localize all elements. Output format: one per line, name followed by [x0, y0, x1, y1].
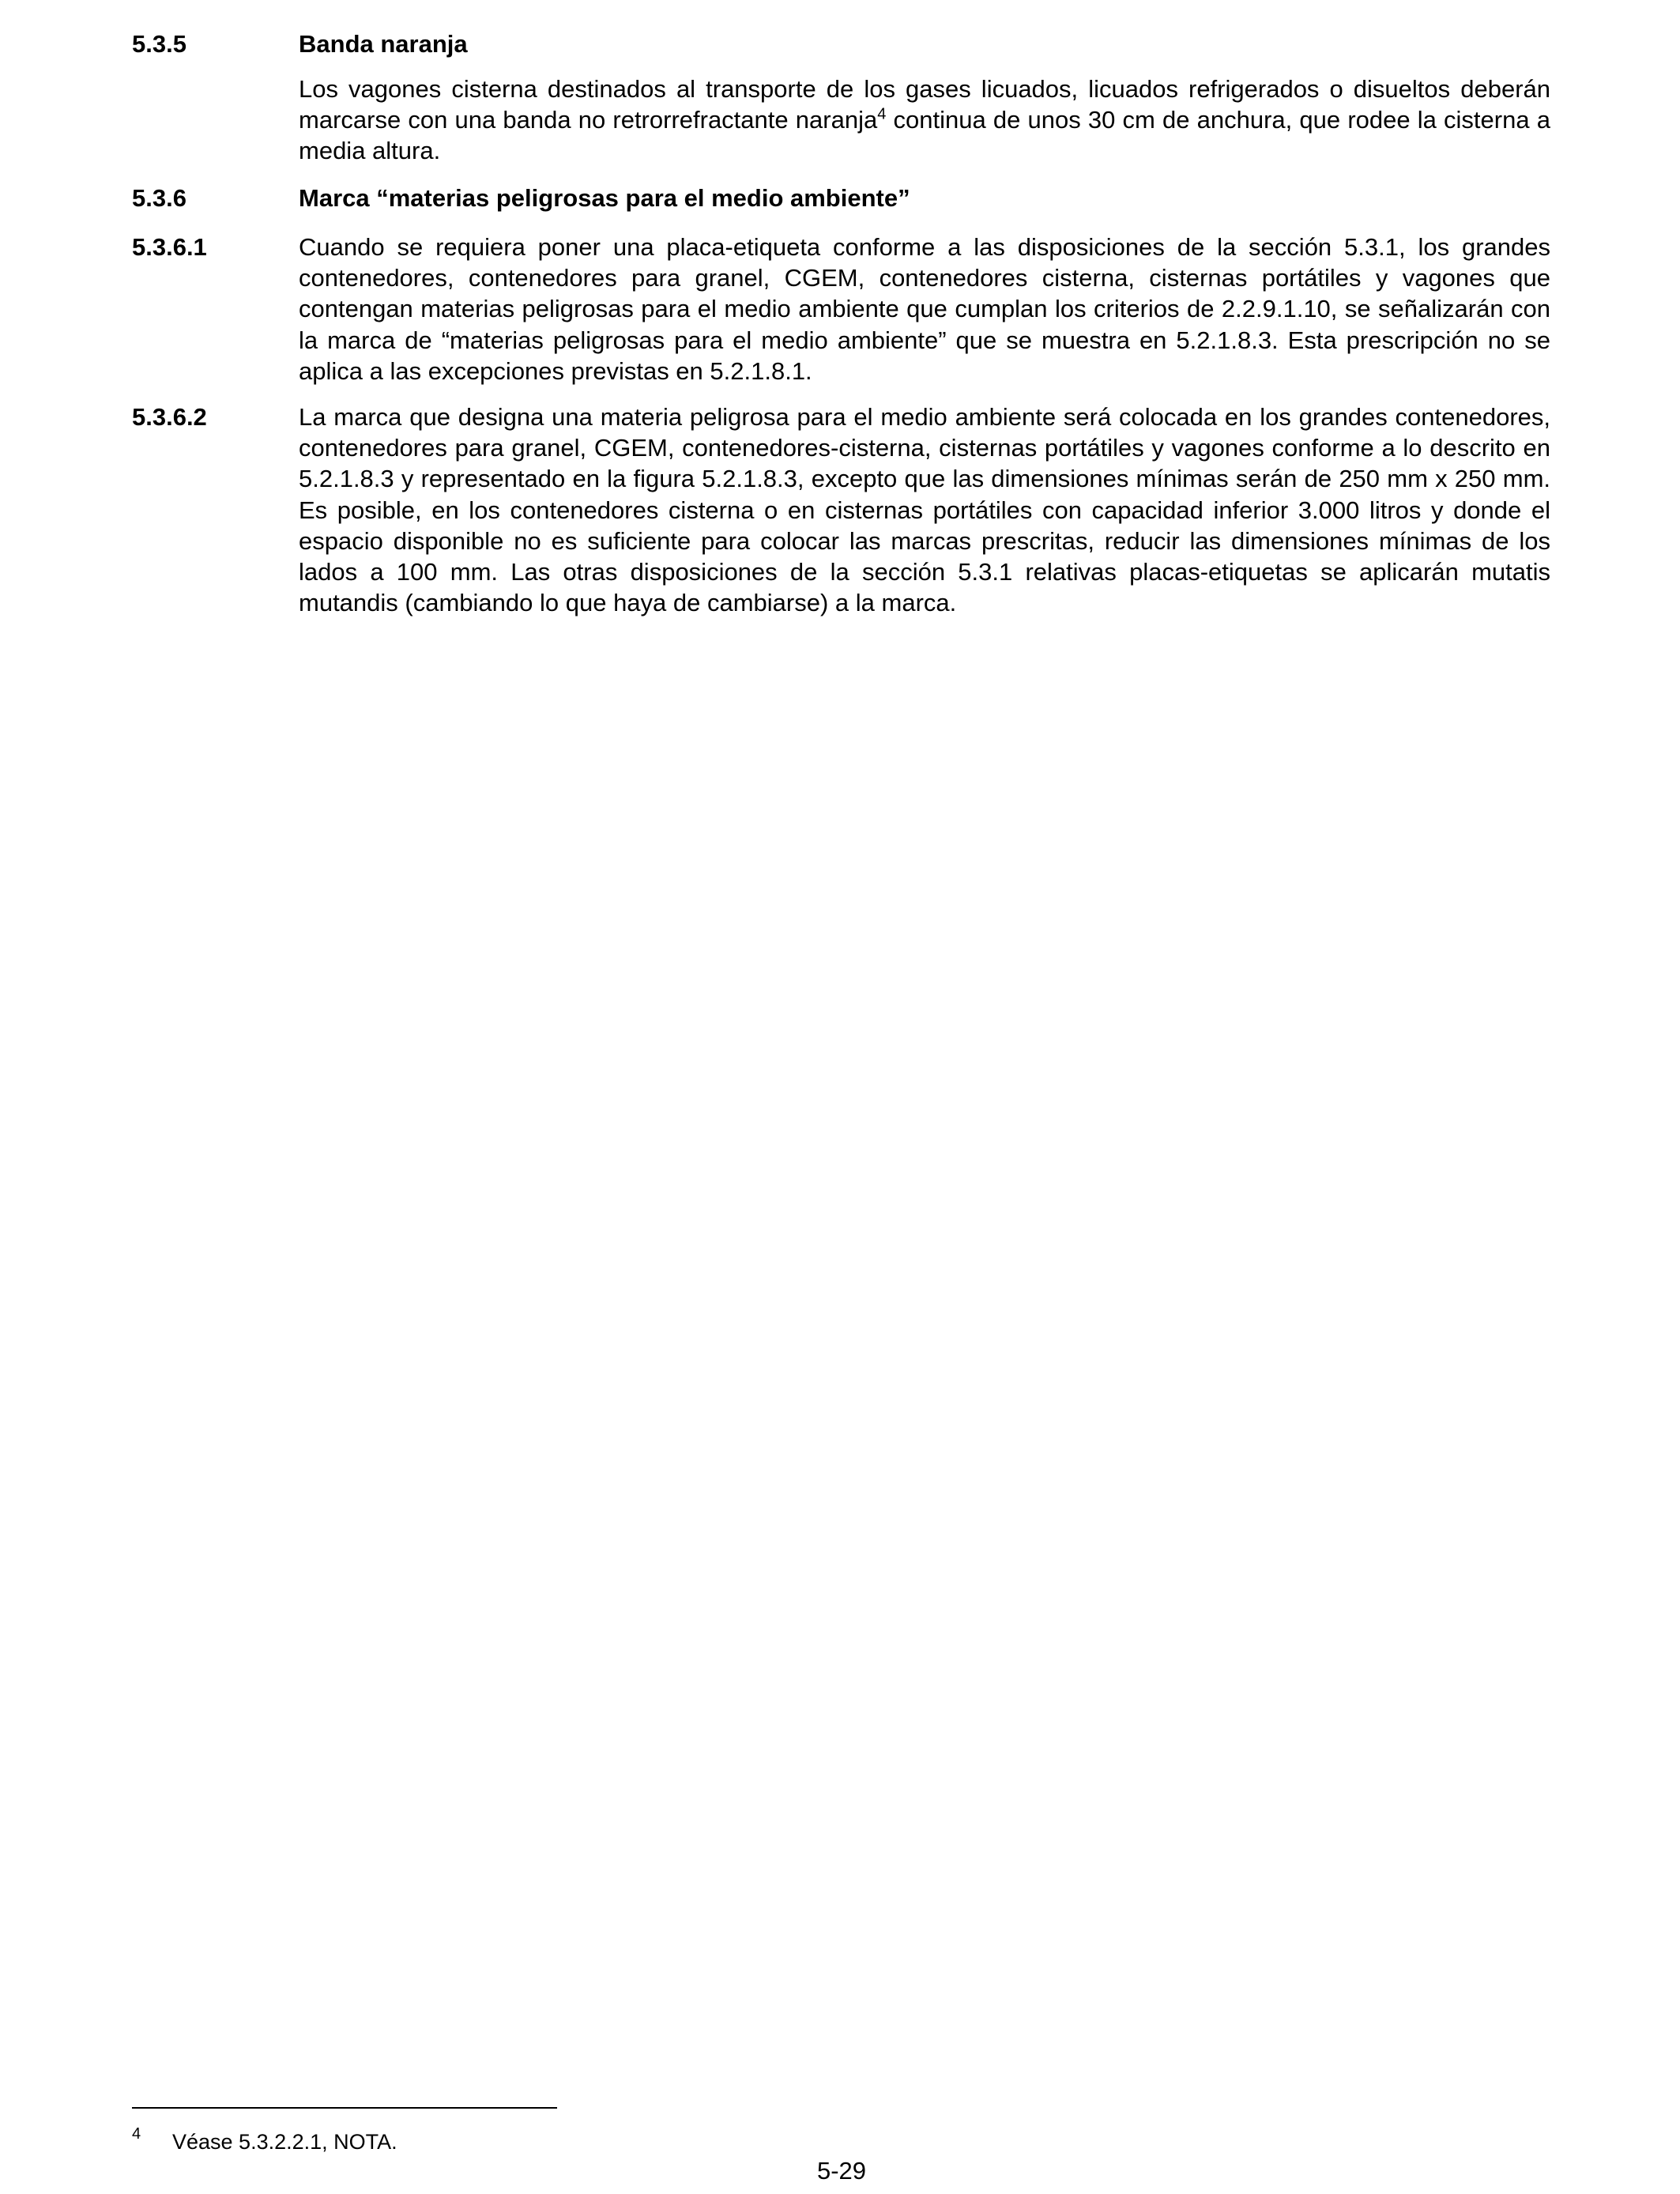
section-heading: Banda naranja [299, 30, 468, 58]
section-number: 5.3.6.2 [132, 403, 207, 431]
page-number: 5-29 [816, 2157, 867, 2185]
section-paragraph: La marca que designa una materia peligrosa para el medio ambiente será colocada en los grandes contenedores, contenedores para granel, CGEM, contenedores-cisterna, cisternas portátiles y vagones conforme a lo descrito en 5.2.1.8.3 y representado en la figura 5.2.1.8.3, excepto que las dimensiones mínimas serán de 250 mm x 250 mm. Es posible, en los contenedores cisterna o en cisternas portátiles con capacidad inferior 3.000 litros y donde el espacio disponible no es suficiente para colocar las marcas prescritas, reducir las dimensiones mínimas de los lados a 100 mm. Las otras disposiciones de la sección 5.3.1 relativas placas-etiquetas se aplicarán mutatis mutandis (cambiando lo que haya de cambiarse) a la marca. [299, 403, 1550, 617]
section-number: 5.3.6.1 [132, 233, 207, 261]
section-number: 5.3.5 [132, 30, 186, 58]
section-paragraph: Cuando se requiera poner una placa-etiqueta conforme a las disposiciones de la sección 5.3.1, los grandes contenedores, contenedores para granel, CGEM, contenedores cisterna, cisternas portátiles y vagones que contengan materias peligrosas para el medio ambiente que cumplan los criterios de 2.2.9.1.10, se señalizarán con la marca de “materias peligrosas para el medio ambiente” que se muestra en 5.2.1.8.3. Esta prescripción no se aplica a las excepciones previstas en 5.2.1.8.1. [299, 233, 1550, 385]
footnote-text: Véase 5.3.2.2.1, NOTA. [172, 2130, 397, 2154]
section-heading: Marca “materias peligrosas para el medio ambiente” [299, 184, 910, 212]
footnote-mark: 4 [132, 2125, 141, 2143]
section-paragraph [299, 74, 1550, 167]
footnote-reference: 4 [877, 105, 887, 123]
section-number: 5.3.6 [132, 184, 186, 212]
paragraph-text-end: continua de unos 30 cm de anchura, que rodee la cisterna a media altura. [299, 106, 1550, 165]
footnote-separator [132, 2107, 557, 2109]
paragraph-text-start: Los vagones cisterna destinados al transporte de los gases licuados, licuados refrigerados o disueltos deberán marcarse con una banda no retrorrefractante naranja [299, 75, 1550, 134]
